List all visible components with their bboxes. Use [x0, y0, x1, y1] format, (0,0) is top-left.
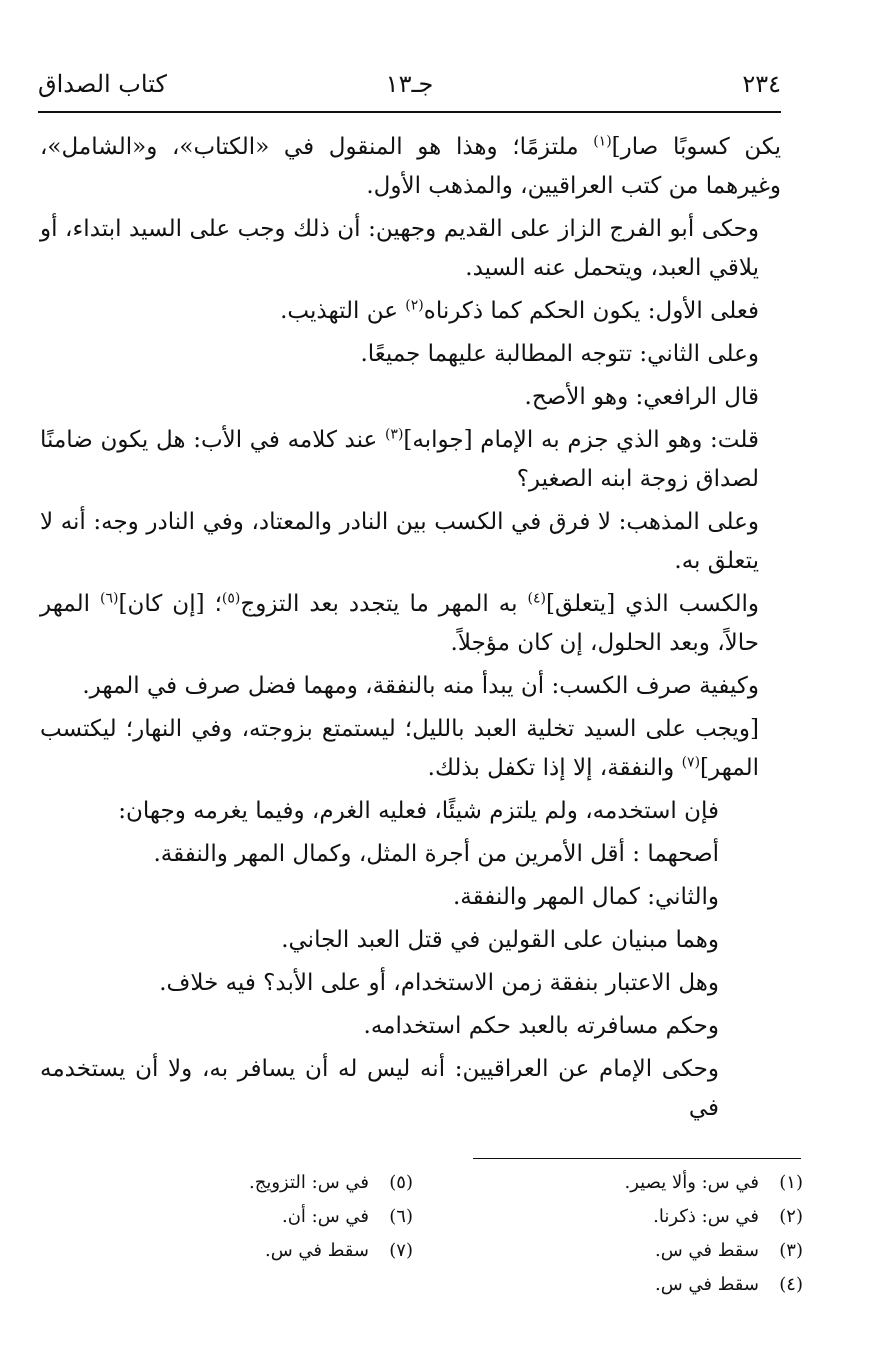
volume-label: جـ١٣ — [385, 70, 434, 98]
paragraph: قال الرافعي: وهو الأصح. — [524, 384, 759, 410]
paragraph: فعلى الأول: يكون الحكم كما ذكرناه$^{(٢)}$ عن التهذيب. — [280, 297, 759, 324]
paragraph: وحكى الإمام عن العراقيين: أنه ليس له أن يسافر به، ولا أن يستخدمه في — [40, 1056, 719, 1121]
footnote-item: (٤) سقط في س. — [654, 1274, 803, 1295]
main-text — [40, 128, 781, 1132]
paragraph: وحكم مسافرته بالعبد حكم استخدامه. — [363, 1013, 719, 1039]
footnote-ref: (٣) — [384, 426, 404, 443]
footnote-ref: (١) — [593, 133, 612, 150]
paragraph: قلت: وهو الذي جزم به الإمام [جوابه]$^{(٣)}$ عند كلامه في الأب: هل يكون ضامنًا لصداق زوجة ابنه الصغير؟ — [40, 426, 760, 492]
footnote-item: (٦) في س: أن. — [281, 1206, 413, 1227]
footnote-item: (٢) في س: ذكرنا. — [653, 1206, 803, 1227]
footnotes-column-left — [53, 1166, 413, 1268]
footnote-ref: (٧) — [681, 754, 701, 771]
header-rule — [38, 111, 781, 113]
paragraph: [ويجب على السيد تخلية العبد بالليل؛ ليستمتع بزوجته، وفي النهار؛ ليكتسب المهر]$^{(٧)}$ والنفقة، إلا إذا تكفل بذلك. — [40, 716, 759, 781]
footnote-item: (٧) سقط في س. — [264, 1240, 413, 1261]
paragraph: أصحهما : أقل الأمرين من أجرة المثل، وكمال المهر والنفقة. — [153, 841, 719, 867]
paragraph: وحكى أبو الفرج الزاز على القديم وجهين: أن ذلك وجب على السيد ابتداء، أو يلاقي العبد، ويتحمل عنه السيد. — [40, 216, 759, 281]
footnotes-column-right — [443, 1166, 803, 1302]
footnote-ref: (٢) — [405, 297, 424, 314]
footnote-item: (١) في س: وألا يصير. — [624, 1172, 803, 1193]
footnote-rule — [473, 1158, 801, 1159]
page-number: ٢٣٤ — [742, 70, 781, 98]
paragraph: وعلى المذهب: لا فرق في الكسب بين النادر والمعتاد، وفي النادر وجه: أنه لا يتعلق به. — [40, 509, 759, 574]
footnote-ref: (٥) — [221, 590, 241, 607]
paragraph: فإن استخدمه، ولم يلتزم شيئًا، فعليه الغرم، وفيما يغرمه وجهان: — [118, 798, 719, 824]
paragraph: وهما مبنيان على القولين في قتل العبد الجاني. — [281, 927, 719, 953]
running-header — [38, 64, 781, 104]
paragraph: والكسب الذي [يتعلق]$^{(٤)}$ به المهر ما يتجدد بعد التزوج$^{(٥)}$؛ [إن كان]$^{(٦)}$ المهر حالاً، وبعد الحلول، إن كان مؤجلاً. — [40, 590, 759, 656]
chapter-title: كتاب الصداق — [38, 70, 167, 98]
paragraph: يكن كسوبًا صار]$^{(١)}$ ملتزمًا؛ وهذا هو المنقول في «الكتاب»، و«الشامل»، وغيرهما من كتب العراقيين، والمذهب الأول. — [40, 133, 781, 199]
paragraph: والثاني: كمال المهر والنفقة. — [452, 884, 719, 910]
footnote-item: (٥) في س: التزويج. — [249, 1172, 413, 1193]
footnote-item: (٣) سقط في س. — [654, 1240, 803, 1261]
footnote-ref: (٦) — [100, 590, 119, 607]
paragraph: وهل الاعتبار بنفقة زمن الاستخدام، أو على الأبد؟ فيه خلاف. — [159, 970, 719, 996]
footnote-ref: (٤) — [527, 590, 546, 607]
paragraph: وعلى الثاني: تتوجه المطالبة عليهما جميعًا. — [360, 341, 759, 367]
paragraph: وكيفية صرف الكسب: أن يبدأ منه بالنفقة، ومهما فضل صرف في المهر. — [82, 673, 759, 699]
